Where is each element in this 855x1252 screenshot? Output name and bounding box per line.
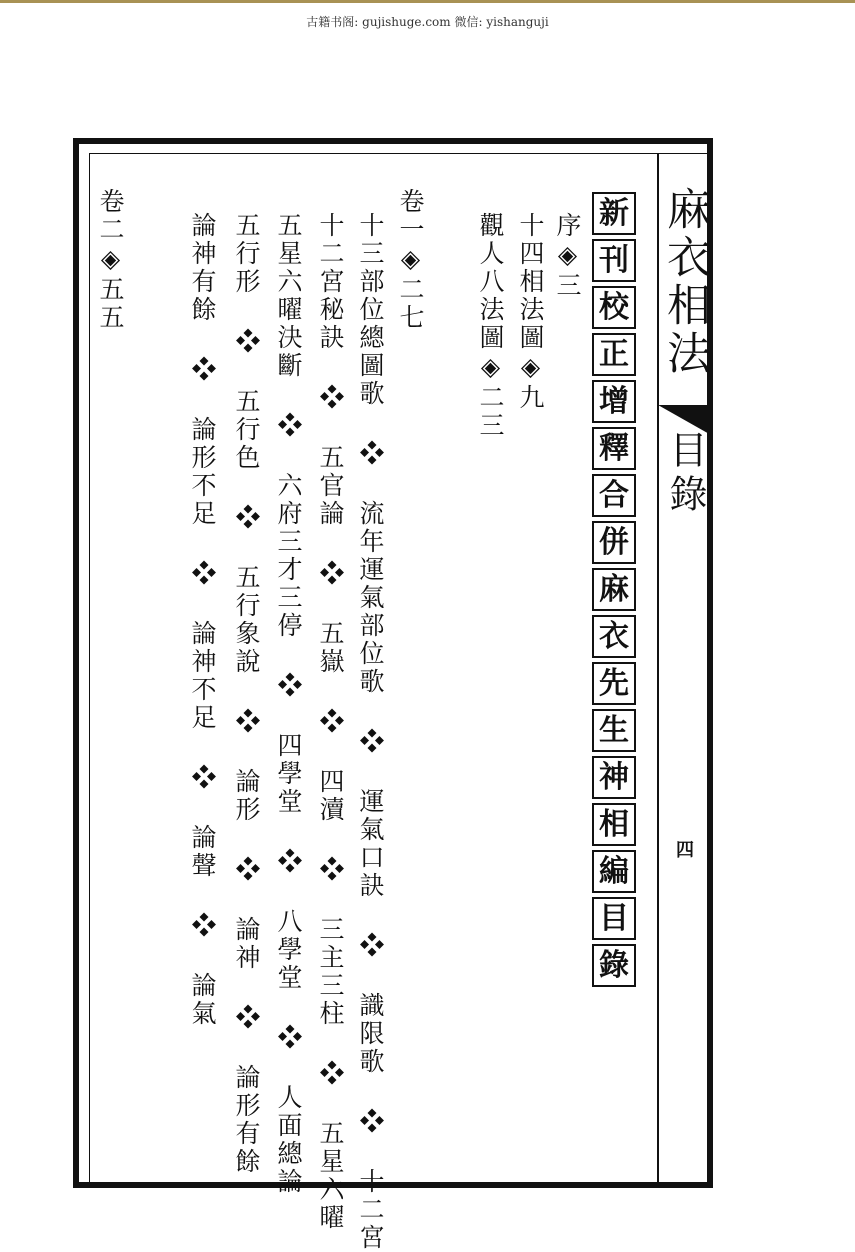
title-char-box: 目 <box>592 897 636 940</box>
title-char-box: 編 <box>592 850 636 893</box>
toc-column: 卷二◈五五 <box>96 188 125 332</box>
title-char-box: 增 <box>592 380 636 423</box>
title-char-box: 神 <box>592 756 636 799</box>
toc-column: 十四相法圖◈九 <box>516 212 545 412</box>
title-char-box: 合 <box>592 474 636 517</box>
toc-column: 論神有餘 ❖ 論形不足 ❖ 論神不足 ❖ 論聲 ❖ 論氣 <box>188 212 217 1028</box>
title-char-box: 併 <box>592 521 636 564</box>
title-char-box: 正 <box>592 333 636 376</box>
title-char-box: 相 <box>592 803 636 846</box>
toc-column: 序◈三 <box>553 212 582 300</box>
book-title: 麻衣相法 <box>659 186 710 378</box>
toc-column: 五星六曜決斷 ❖ 六府三才三停 ❖ 四學堂 ❖ 八學堂 ❖ 人面總論 <box>274 212 303 1196</box>
toc-column: 卷一◈二七 <box>396 188 425 332</box>
title-char-box: 校 <box>592 286 636 329</box>
watermark-text: 古籍书阁: gujishuge.com 微信: yishanguji <box>306 15 549 29</box>
title-char-box: 先 <box>592 662 636 705</box>
section-label-contents: 目錄 <box>663 430 707 518</box>
page-number: 四 <box>676 840 694 861</box>
main-title-boxed <box>592 192 638 987</box>
title-char-box: 錄 <box>592 944 636 987</box>
toc-column: 觀人八法圖◈二三 <box>476 212 505 440</box>
toc-column: 十二宮秘訣 ❖ 五官論 ❖ 五嶽 ❖ 四瀆 ❖ 三主三柱 ❖ 五星六曜 <box>316 212 345 1232</box>
toc-column: 五行形 ❖ 五行色 ❖ 五行象說 ❖ 論形 ❖ 論神 ❖ 論形有餘 <box>232 212 261 1176</box>
title-char-box: 麻 <box>592 568 636 611</box>
title-char-box: 釋 <box>592 427 636 470</box>
title-char-box: 衣 <box>592 615 636 658</box>
title-char-box: 刊 <box>592 239 636 282</box>
title-char-box: 新 <box>592 192 636 235</box>
title-char-box: 生 <box>592 709 636 752</box>
top-border-bar <box>0 0 855 3</box>
toc-column: 十三部位總圖歌 ❖ 流年運氣部位歌 ❖ 運氣口訣 ❖ 識限歌 ❖ 十二宮 <box>356 212 385 1252</box>
